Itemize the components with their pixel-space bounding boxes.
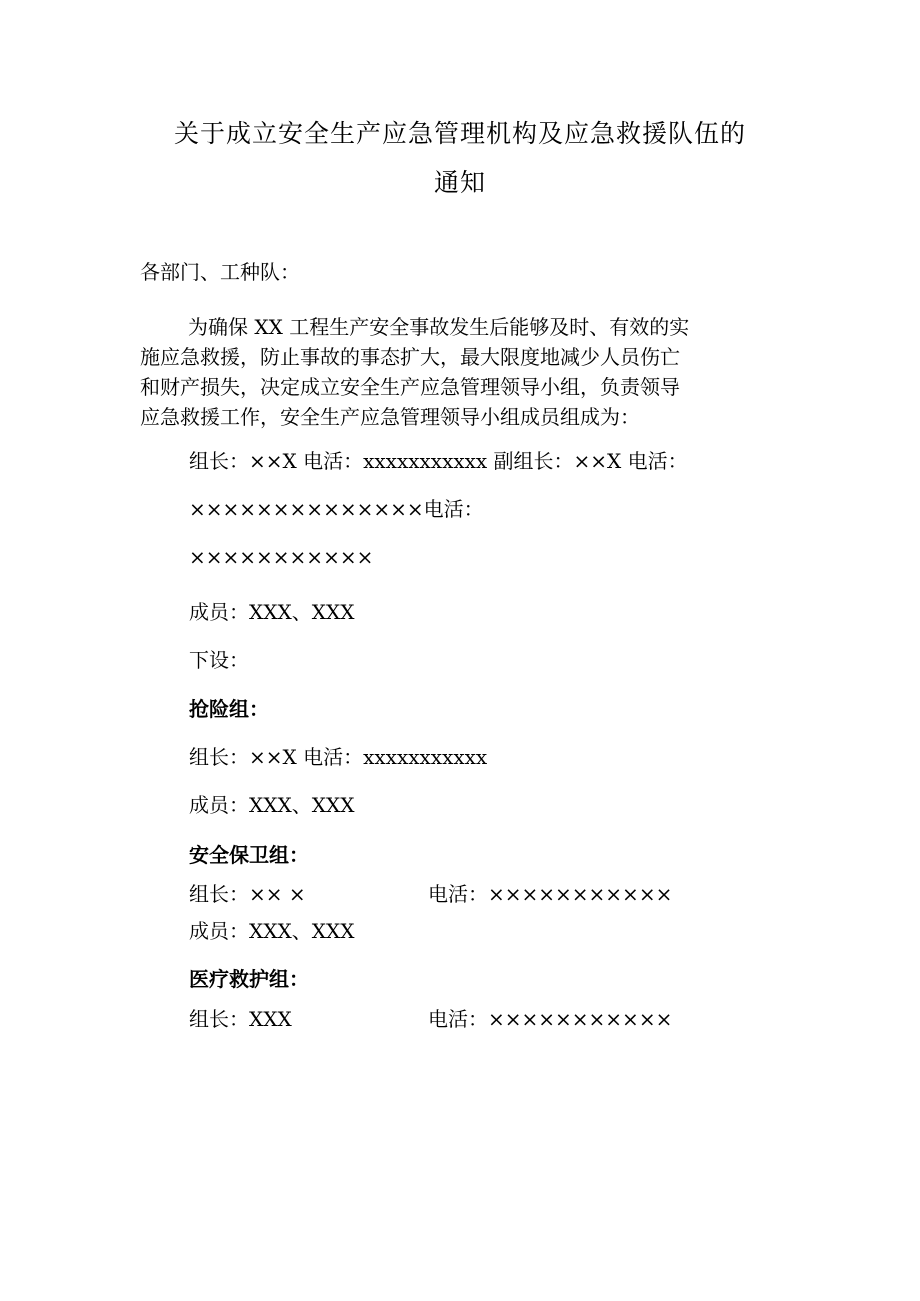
intro-paragraph <box>140 312 772 432</box>
salutation: 各部门、工种队： <box>140 260 300 284</box>
phone-line: ××××××××××× <box>189 545 374 569</box>
medical-group-heading: 医疗救护组： <box>189 967 309 991</box>
intro-line: 为确保 XX 工程生产安全事故发生后能够及时、有效的实 <box>188 315 690 339</box>
deputy-phone-line: ××××××××××××××电活： <box>189 497 484 521</box>
document-title: 关于成立安全生产应急管理机构及应急救援队伍的 <box>173 119 746 148</box>
security-group-members: 成员：XXX、XXX <box>189 919 355 943</box>
medical-group-leader: 组长：XXX <box>189 1007 292 1031</box>
rescue-group-heading: 抢险组： <box>189 697 269 721</box>
rescue-group-members: 成员：XXX、XXX <box>189 793 355 817</box>
intro-line: 和财产损失，决定成立安全生产应急管理领导小组，负责领导 <box>140 375 680 399</box>
security-group-heading: 安全保卫组： <box>189 843 309 867</box>
security-group-phone: 电活：××××××××××× <box>428 882 673 906</box>
leader-line: 组长：××X 电活：xxxxxxxxxxx 副组长：××X 电活： <box>189 449 688 473</box>
medical-group-phone: 电活：××××××××××× <box>428 1007 673 1031</box>
leadership-members: 成员：XXX、XXX <box>189 600 355 624</box>
security-group-leader: 组长：×× × <box>189 882 306 906</box>
rescue-group-leader: 组长：××X 电活：xxxxxxxxxxx <box>189 745 488 769</box>
intro-line: 施应急救援，防止事故的事态扩大，最大限度地减少人员伤亡 <box>140 345 680 369</box>
document-title-continued: 通知 <box>433 168 486 197</box>
intro-line: 应急救援工作，安全生产应急管理领导小组成员组成为： <box>140 405 640 429</box>
sub-groups-heading: 下设： <box>189 648 249 672</box>
